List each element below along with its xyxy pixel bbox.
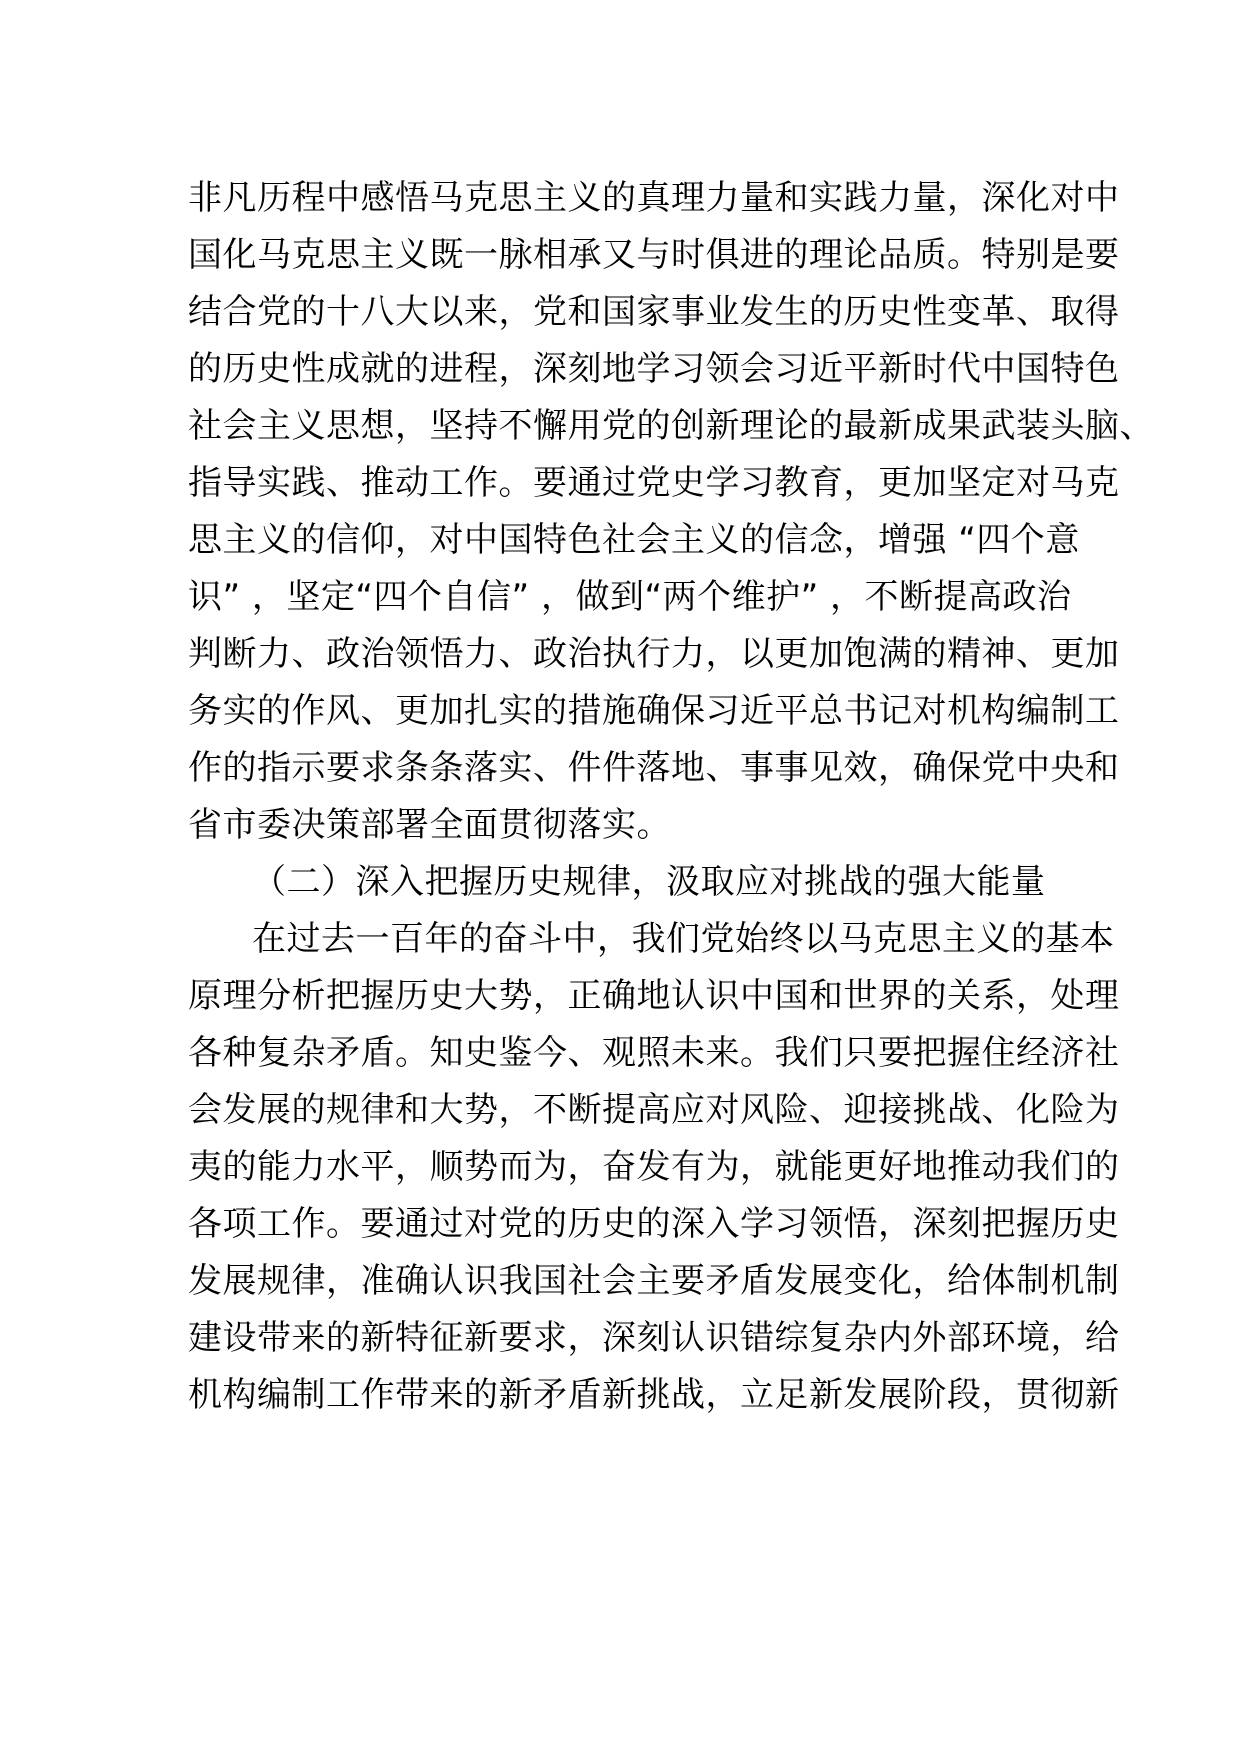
text-line: 国化马克思主义既一脉相承又与时俱进的理论品质。特别是要 <box>188 235 1120 275</box>
text-line: 务实的作风、更加扎实的措施确保习近平总书记对机构编制工 <box>188 691 1120 731</box>
text-line: 发展规律，准确认识我国社会主要矛盾发展变化，给体制机制 <box>188 1261 1120 1301</box>
text-line: 思主义的信仰，对中国特色社会主义的信念，增强 “四个意 <box>188 520 1080 560</box>
text-line: 各种复杂矛盾。知史鉴今、观照未来。我们只要把握住经济社 <box>188 1033 1120 1073</box>
text-line: 的历史性成就的进程，深刻地学习领会习近平新时代中国特色 <box>188 349 1120 389</box>
text-line: 结合党的十八大以来，党和国家事业发生的历史性变革、取得 <box>188 292 1120 332</box>
text-line: 机构编制工作带来的新矛盾新挑战，立足新发展阶段，贯彻新 <box>188 1375 1120 1415</box>
text-line: 原理分析把握历史大势，正确地认识中国和世界的关系，处理 <box>188 976 1120 1016</box>
text-line: 识” ，坚定“四个自信” ，做到“两个维护” ，不断提高政治 <box>188 577 1072 617</box>
text-line: 各项工作。要通过对党的历史的深入学习领悟，深刻把握历史 <box>188 1204 1120 1244</box>
text-line: 建设带来的新特征新要求，深刻认识错综复杂内外部环境，给 <box>188 1318 1120 1358</box>
text-line: 社会主义思想，坚持不懈用党的创新理论的最新成果武装头脑、 <box>188 406 1154 446</box>
text-line: 会发展的规律和大势，不断提高应对风险、迎接挑战、化险为 <box>188 1090 1120 1130</box>
section-heading: （二）深入把握历史规律，汲取应对挑战的强大能量 <box>252 862 1046 902</box>
text-line: 夷的能力水平，顺势而为，奋发有为，就能更好地推动我们的 <box>188 1147 1120 1187</box>
text-line: 省市委决策部署全面贯彻落实。 <box>188 805 671 845</box>
text-line: 在过去一百年的奋斗中，我们党始终以马克思主义的基本 <box>252 919 1115 959</box>
text-line: 作的指示要求条条落实、件件落地、事事见效，确保党中央和 <box>188 748 1120 788</box>
text-line: 判断力、政治领悟力、政治执行力，以更加饱满的精神、更加 <box>188 634 1120 674</box>
text-line: 非凡历程中感悟马克思主义的真理力量和实践力量，深化对中 <box>188 178 1120 218</box>
text-line: 指导实践、推动工作。要通过党史学习教育，更加坚定对马克 <box>188 463 1120 503</box>
